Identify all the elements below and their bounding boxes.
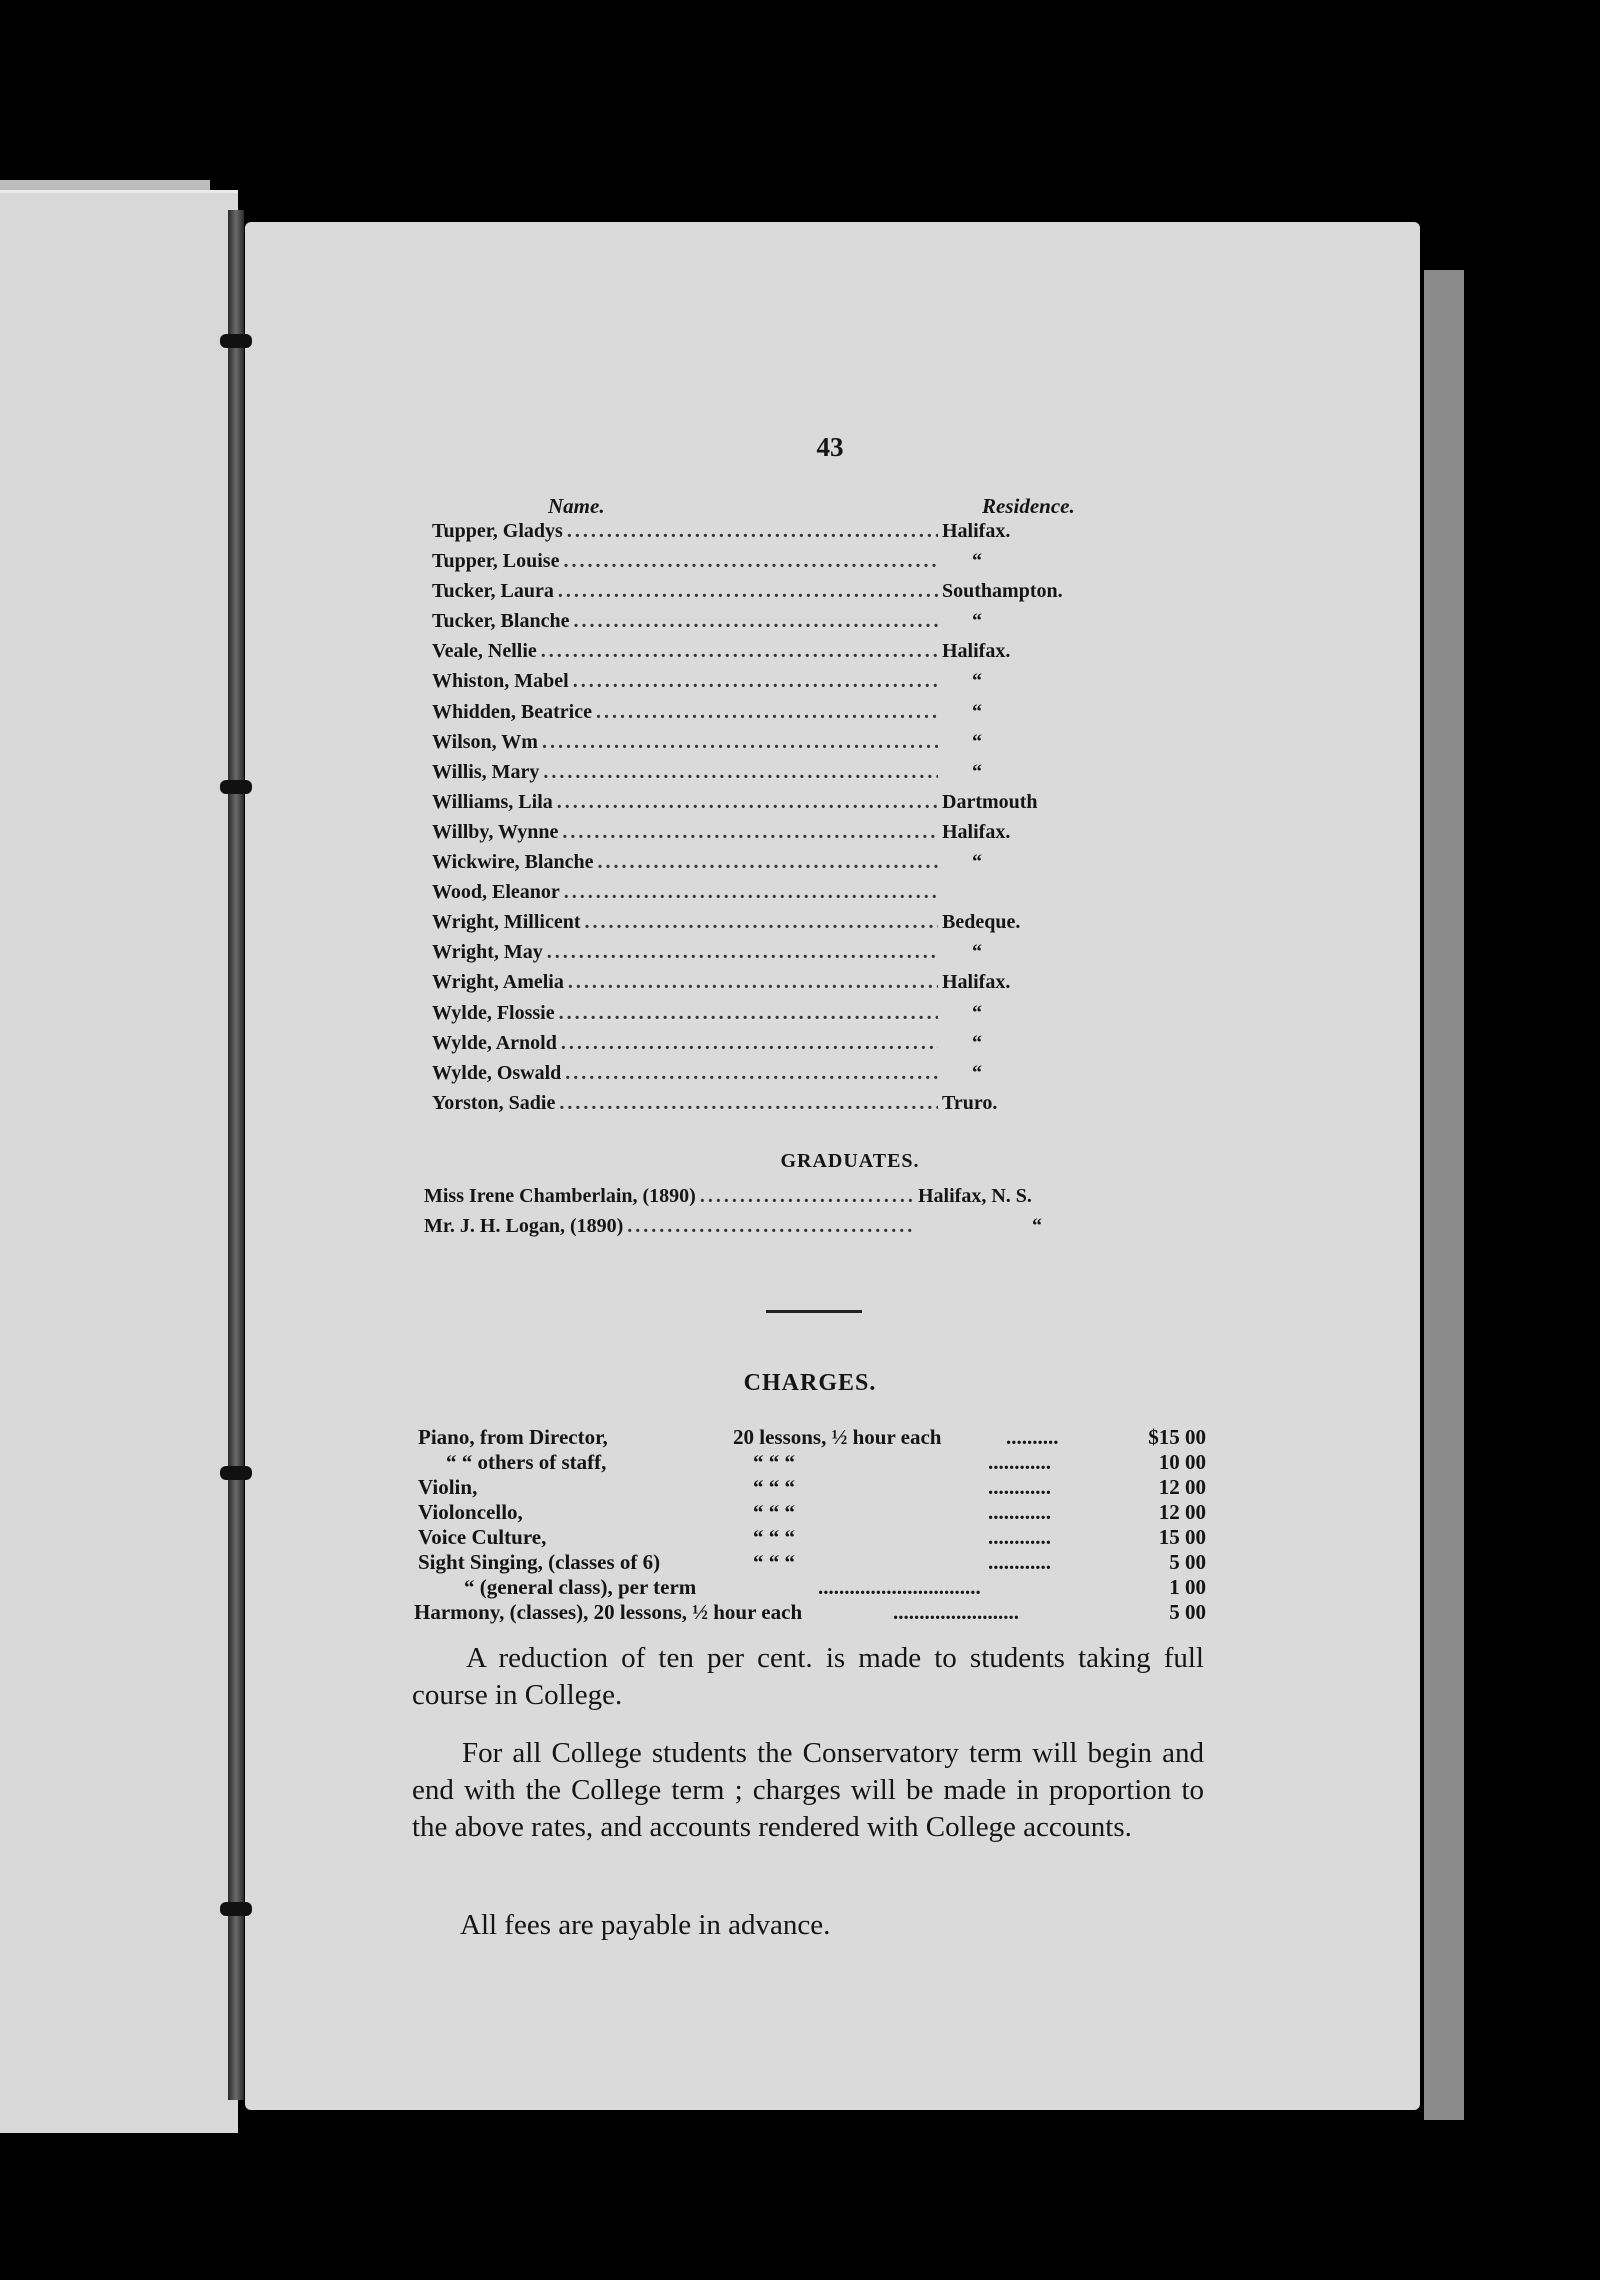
leader-dots — [559, 1002, 938, 1025]
list-item — [432, 520, 1092, 550]
discount-note: A reduction of ten per cent. is made to students taking full course in College. — [412, 1642, 1204, 1711]
list-item — [432, 761, 1092, 791]
leader-dots: ........................ — [893, 1600, 1019, 1624]
page-number: 43 — [816, 432, 844, 462]
charge-detail: 20 lessons, ½ hour each — [733, 1425, 942, 1449]
charge-amount: 1 00 — [1169, 1575, 1206, 1599]
charge-subject: Violin, — [418, 1475, 478, 1499]
student-name: Whiston, Mabel — [432, 670, 569, 693]
leader-dots — [557, 791, 938, 814]
student-residence: “ — [972, 851, 982, 874]
binding-stitch — [220, 1466, 252, 1480]
graduate-residence: “ — [1032, 1215, 1042, 1238]
student-residence: “ — [972, 550, 982, 573]
section-divider — [766, 1310, 862, 1313]
list-item — [432, 1002, 1092, 1032]
binding-stitch — [220, 334, 252, 348]
student-name: Wickwire, Blanche — [432, 851, 594, 874]
table-row — [418, 1475, 1206, 1500]
student-name: Tucker, Laura — [432, 580, 554, 603]
charge-amount: 5 00 — [1169, 1550, 1206, 1574]
graduates-list — [424, 1185, 1064, 1245]
student-name: Tupper, Gladys — [432, 520, 563, 542]
list-item — [424, 1185, 1064, 1215]
graduate-name: Miss Irene Chamberlain, (1890) — [424, 1185, 696, 1207]
student-name: Tupper, Louise — [432, 550, 560, 573]
leader-dots — [543, 761, 938, 784]
table-row — [418, 1525, 1206, 1550]
charge-subject: Sight Singing, (classes of 6) — [418, 1550, 661, 1574]
student-residence: Bedeque. — [942, 911, 1021, 934]
leader-dots — [558, 580, 938, 603]
list-item — [432, 1032, 1092, 1062]
leader-dots: ............................... — [818, 1575, 981, 1599]
student-name: Wylde, Oswald — [432, 1061, 562, 1084]
list-item — [432, 731, 1092, 761]
facing-page — [0, 190, 238, 2133]
student-name: Wright, Amelia — [432, 971, 564, 994]
student-name: Willis, Mary — [432, 760, 540, 783]
table-row — [418, 1450, 1206, 1475]
charge-subject: “ “ others of staff, — [446, 1450, 607, 1474]
student-residence: “ — [972, 1061, 982, 1084]
list-item — [432, 941, 1092, 971]
charge-subject: Harmony, (classes), 20 lessons, ½ hour each — [414, 1600, 803, 1624]
student-residence: “ — [972, 700, 982, 723]
leader-dots: ............ — [988, 1550, 1051, 1574]
leader-dots — [562, 821, 938, 844]
leader-dots — [559, 1092, 938, 1115]
student-name: Veale, Nellie — [432, 640, 537, 663]
charge-detail: “ “ “ — [753, 1450, 795, 1474]
page-stack-edge — [1424, 270, 1464, 2120]
charge-amount: $15 00 — [1148, 1425, 1206, 1449]
student-name: Wylde, Arnold — [432, 1031, 557, 1054]
leader-dots — [700, 1185, 914, 1208]
list-item — [432, 580, 1092, 610]
list-item — [432, 881, 1092, 911]
leader-dots — [561, 1032, 938, 1055]
charges-table — [414, 1425, 1206, 1625]
binding-stitch — [220, 1902, 252, 1916]
student-residence: Dartmouth — [942, 790, 1038, 813]
leader-dots — [563, 550, 938, 573]
table-row — [418, 1575, 1206, 1600]
leader-dots — [568, 971, 938, 994]
leader-dots — [547, 941, 938, 964]
graduate-name: Mr. J. H. Logan, (1890) — [424, 1215, 624, 1238]
student-residence: Halifax. — [942, 820, 1011, 843]
charge-subject: Voice Culture, — [418, 1525, 547, 1549]
table-row — [414, 1600, 1206, 1625]
binding-stitch — [220, 780, 252, 794]
table-row — [418, 1425, 1206, 1450]
book-binding — [228, 210, 244, 2100]
leader-dots — [542, 731, 938, 754]
student-residence: “ — [972, 1001, 982, 1024]
residence-column-header: Residence. — [982, 494, 1075, 518]
leader-dots — [573, 610, 938, 633]
list-item — [432, 1092, 1092, 1122]
student-residence: “ — [972, 670, 982, 693]
leader-dots — [597, 851, 938, 874]
charge-amount: 10 00 — [1158, 1450, 1206, 1474]
list-item — [432, 821, 1092, 851]
student-residence: Southampton. — [942, 580, 1063, 603]
charge-amount: 12 00 — [1158, 1500, 1206, 1524]
list-item — [424, 1215, 1064, 1245]
student-residence: “ — [972, 941, 982, 964]
leader-dots — [585, 911, 939, 934]
student-residence: “ — [972, 1031, 982, 1054]
list-item — [432, 791, 1092, 821]
student-name: Tucker, Blanche — [432, 610, 570, 633]
graduate-residence: Halifax, N. S. — [918, 1185, 1032, 1207]
student-residence: Halifax. — [942, 640, 1011, 663]
student-name: Williams, Lila — [432, 790, 553, 813]
charge-subject: “ (general class), per term — [464, 1575, 697, 1599]
student-residence: “ — [972, 730, 982, 753]
leader-dots: ............ — [988, 1500, 1051, 1524]
college-term-note: For all College students the Conservatory term will begin and end with the College term ; charges will be made in proportion to the above rates, and accounts rendered with College accounts. — [412, 1737, 1204, 1843]
charge-detail: “ “ “ — [753, 1525, 795, 1549]
charge-detail: “ “ “ — [753, 1475, 795, 1499]
student-residence: Truro. — [942, 1091, 998, 1114]
leader-dots — [541, 640, 938, 663]
list-item — [432, 851, 1092, 881]
student-residence: Halifax. — [942, 520, 1011, 542]
charge-detail: “ “ “ — [753, 1500, 795, 1524]
list-item — [432, 701, 1092, 731]
charge-amount: 15 00 — [1158, 1525, 1206, 1549]
leader-dots — [596, 701, 938, 724]
table-row — [418, 1550, 1206, 1575]
leader-dots: .......... — [1006, 1425, 1059, 1449]
student-name: Whidden, Beatrice — [432, 700, 592, 723]
charge-detail: “ “ “ — [753, 1550, 795, 1574]
list-item — [432, 1062, 1092, 1092]
charge-subject: Violoncello, — [418, 1500, 523, 1524]
student-residence: “ — [972, 610, 982, 633]
student-roster — [432, 520, 1092, 1122]
leader-dots — [567, 520, 938, 543]
leader-dots: ............ — [988, 1475, 1051, 1499]
student-residence: “ — [972, 760, 982, 783]
list-item — [432, 670, 1092, 700]
list-item — [432, 610, 1092, 640]
student-name: Wright, May — [432, 941, 543, 964]
leader-dots — [564, 881, 938, 904]
student-name: Wright, Millicent — [432, 911, 581, 934]
leader-dots — [565, 1062, 938, 1085]
charge-amount: 5 00 — [1169, 1600, 1206, 1624]
leader-dots — [573, 670, 938, 693]
list-item — [432, 550, 1092, 580]
name-column-header: Name. — [548, 494, 605, 518]
leader-dots — [627, 1215, 914, 1238]
student-residence: Halifax. — [942, 971, 1011, 994]
list-item — [432, 911, 1092, 941]
charge-amount: 12 00 — [1158, 1475, 1206, 1499]
leader-dots: ............ — [988, 1525, 1051, 1549]
list-item — [432, 640, 1092, 670]
charges-heading: CHARGES. — [743, 1370, 877, 1396]
payment-note: All fees are payable in advance. — [460, 1909, 831, 1941]
list-item — [432, 971, 1092, 1001]
student-name: Wood, Eleanor — [432, 881, 560, 904]
student-name: Wylde, Flossie — [432, 1001, 555, 1024]
student-name: Willby, Wynne — [432, 820, 559, 843]
graduates-heading: GRADUATES. — [780, 1150, 920, 1172]
student-name: Yorston, Sadie — [432, 1091, 556, 1114]
charge-subject: Piano, from Director, — [418, 1425, 608, 1449]
student-name: Wilson, Wm — [432, 730, 538, 753]
table-row — [418, 1500, 1206, 1525]
leader-dots: ............ — [988, 1450, 1051, 1474]
